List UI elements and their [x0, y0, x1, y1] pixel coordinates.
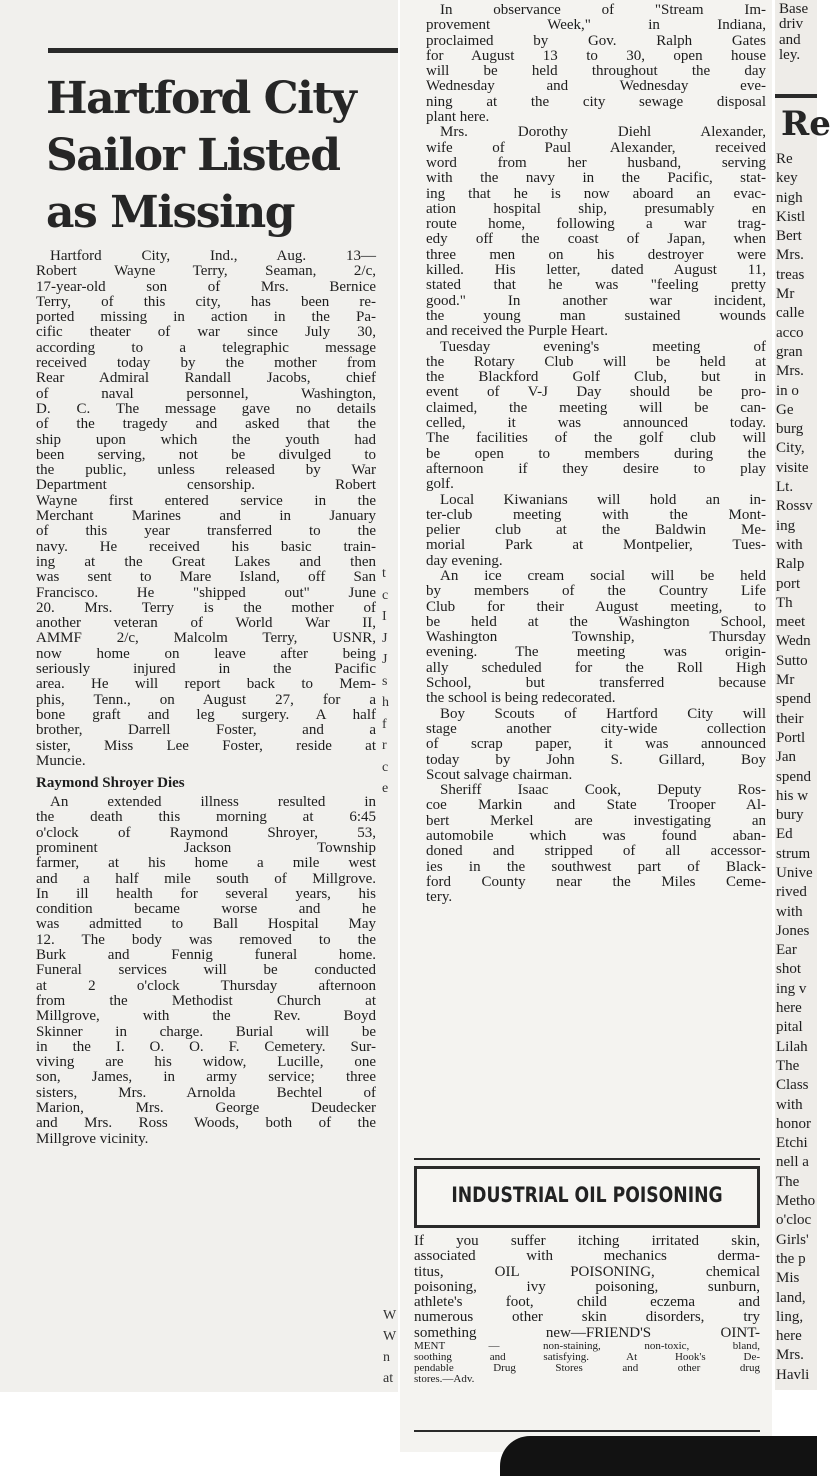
- text-line: Lt.: [776, 479, 794, 496]
- text-line: automobile which was found aban-: [426, 828, 766, 845]
- text-line: Ear: [776, 942, 797, 959]
- text-line: soothing and satisfying. At Hook's De-: [414, 1351, 760, 1364]
- gutter-letter: h: [382, 695, 389, 710]
- text-line: ford County near the Miles Ceme-: [426, 873, 766, 890]
- text-line: Re: [776, 151, 793, 167]
- text-line: for August 13 to 30, open house: [426, 47, 766, 64]
- text-line: Jones: [776, 922, 810, 939]
- text-line: The: [776, 1173, 800, 1190]
- headline: [46, 70, 386, 241]
- text-line: Mr: [776, 286, 795, 303]
- headline-line: as Missing: [46, 187, 295, 238]
- article-body: [36, 249, 376, 1147]
- text-line: the school is being redecorated.: [426, 690, 616, 707]
- news-briefs: [426, 3, 766, 906]
- text-line: Mrs. Dorothy Diehl Alexander,: [440, 124, 766, 141]
- text-line: here: [776, 1000, 802, 1017]
- text-line: phis, Tenn., on August 27, for a: [36, 691, 376, 708]
- text-line: cific theater of war since July 30,: [36, 324, 376, 341]
- text-line: meet: [776, 614, 806, 631]
- text-line: Department censorship. Robert: [36, 477, 376, 494]
- text-line: from the Methodist Church at: [36, 992, 376, 1009]
- text-line: something new—FRIEND'S OINT-: [414, 1324, 760, 1341]
- text-line: farmer, at his home a mile west: [36, 855, 376, 872]
- text-line: today by John S. Gillard, Boy: [426, 751, 766, 768]
- headline-line: Hartford City: [46, 73, 356, 124]
- text-line: If you suffer itching irritated skin,: [414, 1233, 760, 1249]
- text-line: land,: [776, 1289, 806, 1306]
- text-line: will be held throughout the day: [426, 63, 766, 80]
- text-line: here: [776, 1328, 802, 1345]
- text-line: golf.: [426, 476, 454, 493]
- text-line: stage another city-wide collection: [426, 720, 766, 737]
- text-line: Washington Township, Thursday: [426, 629, 766, 646]
- text-line: condition became worse and he: [36, 901, 376, 918]
- text-line: shot: [776, 961, 802, 978]
- right-heading: Re: [781, 104, 831, 144]
- text-line: brother, Darrell Foster, and a: [36, 722, 376, 739]
- text-line: Funeral services will be conducted: [36, 962, 376, 979]
- text-line: with the navy in the Pacific, stat-: [426, 170, 766, 187]
- top-rule: [48, 48, 398, 53]
- text-line: Bert: [776, 228, 802, 245]
- obituary-paragraph: [36, 795, 376, 1147]
- text-line: ies in the southwest part of Black-: [426, 858, 766, 875]
- text-line: Tuesday evening's meeting of: [440, 338, 766, 355]
- text-line: plant here.: [426, 109, 490, 126]
- text-line: gran: [776, 343, 803, 360]
- ad-fine-print: [414, 1341, 760, 1385]
- text-line: event of V-J Day should be pro-: [426, 384, 766, 401]
- text-line: bone graft and leg surgery. A half: [36, 706, 376, 723]
- section-rule: [414, 1158, 760, 1160]
- gutter-letter: W: [383, 1308, 397, 1323]
- text-line: Muncie.: [36, 752, 86, 769]
- text-line: port: [776, 575, 801, 592]
- text-line: prominent Jackson Township: [36, 839, 376, 856]
- text-line: the death this morning at 6:45: [36, 809, 376, 826]
- right-body-text: [775, 150, 819, 1385]
- text-line: 12. The body was removed to the: [36, 931, 376, 948]
- gutter-letter: n: [383, 1350, 390, 1365]
- text-line: Jan: [776, 749, 796, 766]
- text-line: visite: [776, 459, 809, 476]
- text-line: strum: [776, 845, 811, 862]
- text-line: with: [776, 903, 803, 920]
- ad-body: [414, 1234, 760, 1385]
- text-line: ling,: [776, 1308, 804, 1325]
- text-line: and a half mile south of Millgrove.: [36, 870, 376, 887]
- text-line: the public, unless released by War: [36, 462, 376, 479]
- text-line: with: [776, 1096, 803, 1113]
- text-line: o'cloc: [776, 1212, 812, 1229]
- text-line: Hartford City, Ind., Aug. 13—: [50, 248, 376, 264]
- text-line: claimed, the meeting will be can-: [426, 399, 766, 416]
- text-line: area. He will report back to Mem-: [36, 676, 376, 693]
- text-line: sisters, Mrs. Arnolda Bechtel of: [36, 1084, 376, 1101]
- text-line: good." In another war incident,: [426, 292, 766, 309]
- ad-title-box: [414, 1166, 760, 1228]
- text-line: burg: [776, 421, 804, 438]
- text-line: 20. Mrs. Terry is the mother of: [36, 599, 376, 616]
- text-line: with: [776, 536, 803, 553]
- text-line: ported missing in action in the Pa-: [36, 309, 376, 326]
- text-line: celled, it was announced today.: [426, 415, 766, 432]
- text-line: Local Kiwanians will hold an in-: [440, 491, 766, 508]
- text-line: of this year transferred to the: [36, 523, 376, 540]
- text-line: Portl: [776, 729, 806, 746]
- text-line: Ralp: [776, 556, 805, 573]
- text-line: MENT — non-staining, non-toxic, bland,: [414, 1340, 760, 1353]
- text-line: Millgrove vicinity.: [36, 1130, 149, 1147]
- text-line: City,: [776, 440, 805, 457]
- text-line: pendable Drug Stores and other drug: [414, 1362, 760, 1375]
- text-line: ship upon which the youth had: [36, 431, 376, 448]
- text-line: of naval personnel, Washington,: [36, 385, 376, 402]
- text-line: now home on leave after being: [36, 645, 376, 662]
- text-line: nigh: [776, 189, 803, 206]
- text-line: ing: [776, 517, 796, 534]
- text-line: Rossv: [776, 498, 813, 515]
- text-line: Mrs.: [776, 1347, 804, 1364]
- text-line: by members of the Country Life: [426, 583, 766, 600]
- text-line: another veteran of World War II,: [36, 615, 376, 632]
- left-clipping: [0, 0, 398, 1392]
- text-line: nell a: [776, 1154, 809, 1171]
- right-top-text: [779, 2, 819, 63]
- right-clipping: [775, 0, 831, 1390]
- text-line: An ice cream social will be held: [440, 567, 766, 584]
- text-line: Mr: [776, 672, 795, 689]
- text-line: acco: [776, 324, 804, 341]
- text-line: be held at the Washington School,: [426, 613, 766, 630]
- text-line: day evening.: [426, 552, 503, 569]
- text-line: and: [779, 31, 801, 48]
- gutter-letter: W: [383, 1329, 397, 1344]
- text-line: Merchant Marines and in January: [36, 508, 376, 525]
- dark-edge-shape: [500, 1436, 817, 1476]
- gutter-letter: t: [382, 566, 386, 581]
- text-line: titus, OIL POISONING, chemical: [414, 1263, 760, 1280]
- text-line: Robert Wayne Terry, Seaman, 2/c,: [36, 263, 376, 280]
- text-line: seriously injured in the Pacific: [36, 661, 376, 678]
- gutter-letter: at: [383, 1371, 394, 1386]
- text-line: Unive: [776, 864, 813, 881]
- text-line: stores.—Adv.: [414, 1373, 475, 1386]
- text-line: Skinner in charge. Burial will be: [36, 1023, 376, 1040]
- text-line: pelier club at the Baldwin Me-: [426, 522, 766, 539]
- text-line: rived: [776, 884, 807, 901]
- text-line: route home, following a war trag-: [426, 216, 766, 233]
- text-line: son, James, in army service; three: [36, 1069, 376, 1086]
- text-line: in the I. O. O. F. Cemetery. Sur-: [36, 1038, 376, 1055]
- text-line: AMMF 2/c, Malcolm Terry, USNR,: [36, 630, 376, 647]
- text-line: killed. His letter, dated August 11,: [426, 262, 766, 279]
- gutter-letter: c: [382, 759, 389, 775]
- text-line: bert Merkel are investigating an: [426, 812, 766, 829]
- text-line: Wayne first entered service in the: [36, 492, 376, 509]
- text-line: Havli: [776, 1366, 810, 1383]
- text-line: spend: [776, 768, 811, 785]
- text-line: Th: [776, 594, 793, 611]
- text-line: calle: [776, 305, 805, 322]
- text-line: The: [776, 1057, 800, 1074]
- text-line: ning at the city sewage disposal: [426, 93, 766, 110]
- text-line: coe Markin and State Trooper Al-: [426, 797, 766, 814]
- gutter-letter: s: [382, 673, 388, 689]
- article-paragraph: [36, 249, 376, 769]
- text-line: o'clock of Raymond Shroyer, 53,: [36, 824, 376, 841]
- text-line: ley.: [779, 46, 801, 63]
- text-line: Mis: [776, 1270, 800, 1287]
- ad-title: INDUSTRIAL OIL POISONING: [451, 1183, 723, 1207]
- text-line: provement Week," in Indiana,: [426, 17, 766, 34]
- text-line: at 2 o'clock Thursday afternoon: [36, 977, 376, 994]
- text-line: pital: [776, 1019, 803, 1036]
- text-line: viving are his widow, Lucille, one: [36, 1054, 376, 1071]
- gutter-letter: f: [382, 716, 387, 732]
- text-line: wife of Paul Alexander, received: [426, 139, 766, 156]
- text-line: numerous other skin disorders, try: [414, 1309, 760, 1326]
- text-line: spend: [776, 691, 811, 708]
- gutter-letter: r: [382, 738, 387, 753]
- text-line: evening. The meeting was origin-: [426, 644, 766, 661]
- text-line: Metho: [776, 1193, 816, 1210]
- text-line: ally scheduled for the Roll High: [426, 659, 766, 676]
- text-line: Ed: [776, 826, 793, 843]
- text-line: the young man sustained wounds: [426, 307, 766, 324]
- headline-line: Sailor Listed: [46, 130, 340, 181]
- text-line: poisoning, ivy poisoning, sunburn,: [414, 1278, 760, 1295]
- text-line: his w: [776, 787, 809, 804]
- text-line: bury: [776, 807, 804, 824]
- text-line: In ill health for several years, his: [36, 885, 376, 902]
- gutter-letter: e: [382, 781, 389, 796]
- text-line: Etchi: [776, 1135, 808, 1152]
- text-line: morial Park at Montpelier, Tues-: [426, 537, 766, 554]
- gutter-letter: I: [382, 609, 387, 624]
- text-line: edy off the coast of Japan, when: [426, 231, 766, 248]
- text-line: the Blackford Golf Club, but in: [426, 369, 766, 386]
- text-line: Wedn: [776, 633, 811, 650]
- text-line: An extended illness resulted in: [50, 794, 376, 811]
- text-line: and received the Purple Heart.: [426, 323, 608, 340]
- text-line: Mrs.: [776, 363, 804, 380]
- text-line: Boy Scouts of Hartford City will: [440, 705, 766, 722]
- text-line: Terry, of this city, has been re-: [36, 293, 376, 310]
- text-line: ing at the Great Lakes and then: [36, 553, 376, 570]
- text-line: of scrap paper, it was announced: [426, 736, 766, 753]
- text-line: The facilities of the golf club will: [426, 430, 766, 447]
- text-line: stated that he was "feeling pretty: [426, 277, 766, 294]
- text-line: in o: [776, 382, 799, 399]
- text-line: was admitted to Ball Hospital May: [36, 916, 376, 933]
- gutter-letter: c: [382, 587, 389, 603]
- text-line: of the tragedy and asked that the: [36, 416, 376, 433]
- text-line: Kistl: [776, 208, 806, 225]
- bottom-rule: [414, 1430, 760, 1432]
- text-line: three men on his destroyer were: [426, 246, 766, 263]
- text-line: according to a telegraphic message: [36, 339, 376, 356]
- text-line: afternoon if they desire to play: [426, 460, 766, 477]
- text-line: word from her husband, serving: [426, 154, 766, 171]
- text-line: the p: [776, 1250, 806, 1267]
- middle-clipping: [400, 0, 772, 1452]
- text-line: D. C. The message gave no details: [36, 400, 376, 417]
- text-line: received today by the mother from: [36, 355, 376, 372]
- gutter-letter: J: [382, 630, 388, 646]
- text-line: Francisco. He "shipped out" June: [36, 584, 376, 601]
- text-line: their: [776, 710, 804, 727]
- text-line: sister, Miss Lee Foster, reside at: [36, 737, 376, 754]
- text-line: navy. He received his basic train-: [36, 538, 376, 555]
- text-line: tery.: [426, 889, 453, 906]
- text-line: key: [776, 170, 798, 187]
- text-line: ter-club meeting with the Mont-: [426, 506, 766, 523]
- text-line: and Mrs. Ross Woods, both of the: [36, 1115, 376, 1132]
- text-line: 17-year-old son of Mrs. Bernice: [36, 278, 376, 295]
- text-line: Rear Admiral Randall Jacobs, chief: [36, 370, 376, 387]
- text-line: Lilah: [776, 1038, 808, 1055]
- text-line: athlete's foot, child eczema and: [414, 1294, 760, 1311]
- text-line: Sheriff Isaac Cook, Deputy Ros-: [440, 782, 766, 799]
- text-line: driv: [779, 16, 804, 33]
- obituary-subhead: Raymond Shroyer Dies: [36, 775, 185, 792]
- text-line: associated with mechanics derma-: [414, 1248, 760, 1265]
- text-line: Ge: [776, 401, 794, 418]
- text-line: School, but transferred because: [426, 675, 766, 692]
- text-line: ing that he is now aboard an evac-: [426, 185, 766, 202]
- right-rule: [775, 94, 817, 98]
- text-line: Base: [779, 1, 809, 17]
- text-line: Club for their August meeting, to: [426, 598, 766, 615]
- text-line: In observance of "Stream Im-: [440, 2, 766, 18]
- text-line: Class: [776, 1077, 809, 1094]
- text-line: treas: [776, 266, 805, 283]
- text-line: ing v: [776, 980, 807, 997]
- text-line: be open to members during the: [426, 445, 766, 462]
- text-line: ation hospital ship, presumably en: [426, 200, 766, 217]
- text-line: Girls': [776, 1231, 809, 1248]
- text-line: proclaimed by Gov. Ralph Gates: [426, 32, 766, 49]
- text-line: Millgrove, with the Rev. Boyd: [36, 1008, 376, 1025]
- text-line: Burk and Fennig funeral home.: [36, 947, 376, 964]
- text-line: been serving, not be divulged to: [36, 446, 376, 463]
- text-line: was sent to Mare Island, off San: [36, 569, 376, 586]
- text-line: honor: [776, 1115, 811, 1132]
- text-line: Scout salvage chairman.: [426, 766, 573, 783]
- gutter-letter: J: [382, 652, 388, 667]
- text-line: the Rotary Club will be held at: [426, 353, 766, 370]
- text-line: Wednesday and Wednesday eve-: [426, 78, 766, 95]
- text-line: doned and stripped of all accessor-: [426, 843, 766, 860]
- text-line: Marion, Mrs. George Deudecker: [36, 1100, 376, 1117]
- text-line: Sutto: [776, 652, 808, 669]
- text-line: Mrs.: [776, 247, 804, 264]
